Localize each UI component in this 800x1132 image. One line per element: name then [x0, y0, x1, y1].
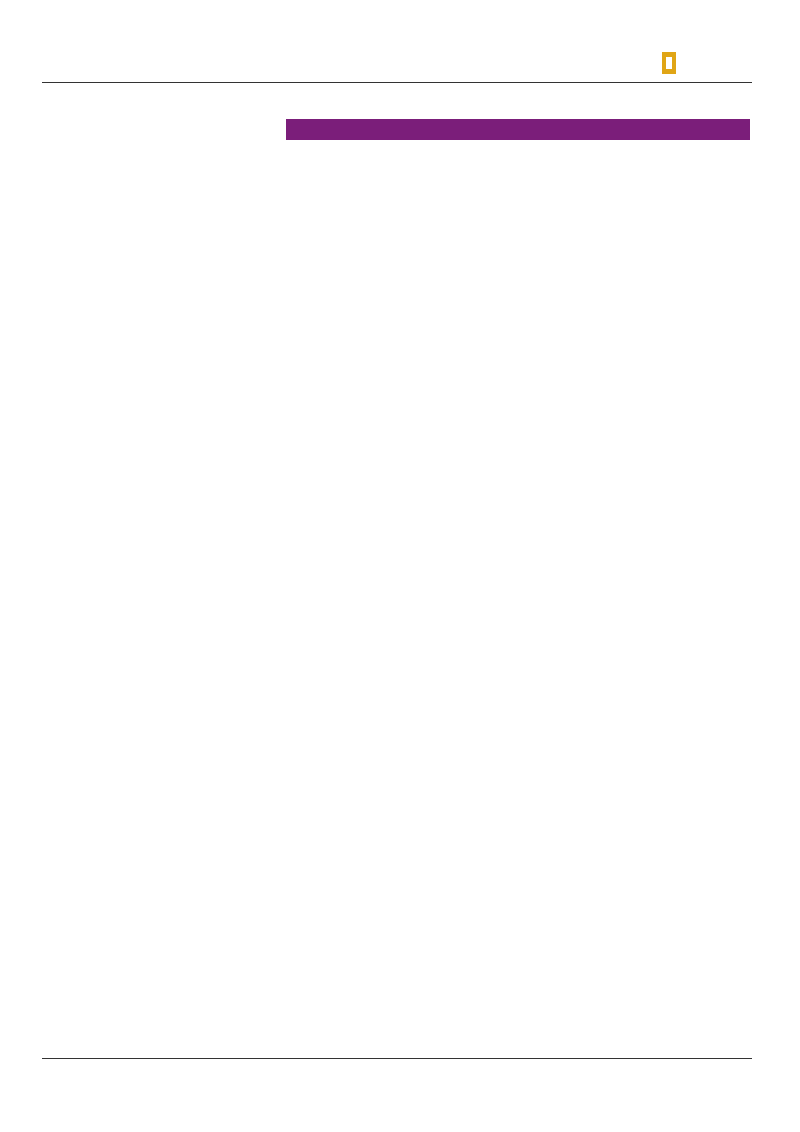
header-rule	[42, 82, 752, 83]
table1-col-header	[310, 119, 478, 140]
company-logo	[662, 52, 754, 74]
table1-corner-cell	[286, 119, 310, 140]
table1-header-row	[286, 119, 750, 140]
footer-rule	[42, 1058, 752, 1059]
table1-col-header	[478, 119, 634, 140]
table1-col-header	[634, 119, 750, 140]
report-date-section	[42, 62, 51, 77]
logo-mark-icon	[662, 52, 676, 74]
table-development-history	[286, 119, 750, 140]
